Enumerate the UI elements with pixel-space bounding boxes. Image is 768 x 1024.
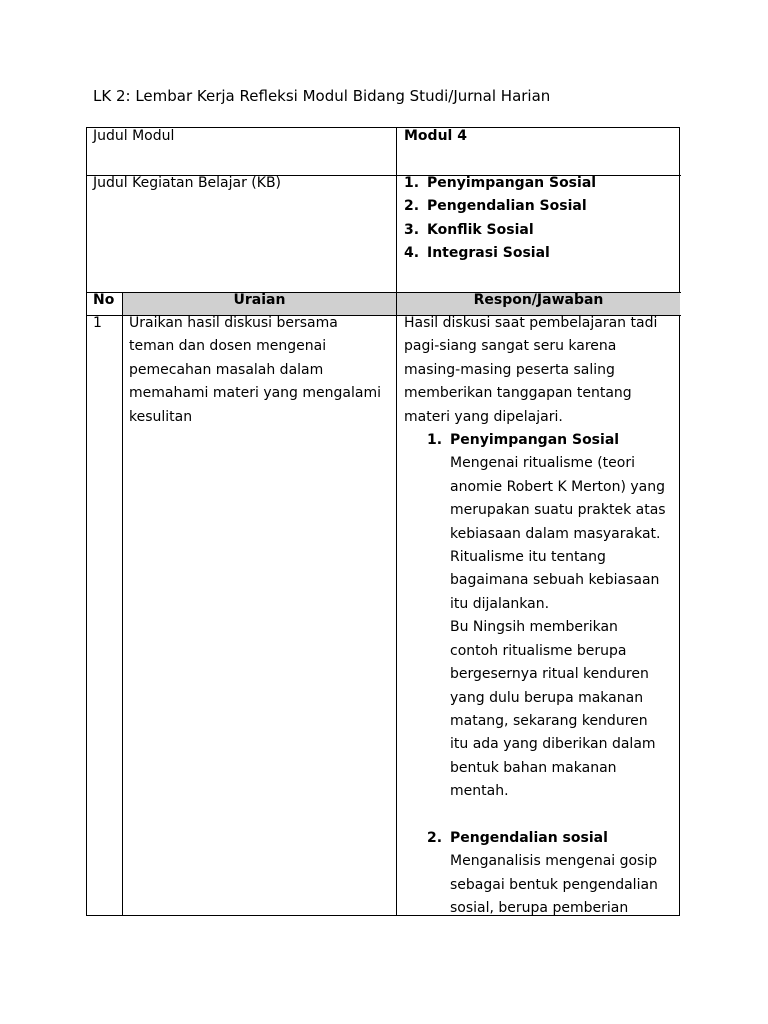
- text-line: sosial, berupa pemberian: [450, 900, 629, 917]
- text-line: itu dijalankan.: [450, 595, 550, 612]
- uraian-text: [129, 312, 393, 429]
- text-line: kesulitan: [129, 408, 193, 425]
- text-line: bagaimana sebuah kebiasaan: [450, 572, 660, 589]
- header-respon: Respon/Jawaban: [473, 292, 604, 308]
- text-line: kebiasaan dalam masyarakat.: [450, 525, 661, 542]
- kb-list-item: 3. Konflik Sosial: [404, 221, 534, 238]
- text-line: memberikan tanggapan tentang: [404, 385, 632, 402]
- text-line: masing-masing peserta saling: [404, 361, 615, 378]
- text-line: contoh ritualisme berupa: [450, 642, 627, 659]
- header-no: No: [93, 292, 115, 308]
- text-line: Mengenai ritualisme (teori: [450, 455, 635, 472]
- kb-list-item: 4. Integrasi Sosial: [404, 245, 550, 262]
- section-penyimpangan: [427, 429, 679, 804]
- text-line: sebagai bentuk pengendalian: [450, 876, 658, 893]
- text-line: memahami materi yang mengalami: [129, 385, 381, 402]
- reflection-table: [86, 127, 680, 916]
- judul-modul-value: Modul 4: [404, 128, 467, 144]
- text-line: pemecahan masalah dalam: [129, 361, 324, 378]
- text-line: Hasil diskusi saat pembelajaran tadi: [404, 315, 658, 331]
- text-line: Menganalisis mengenai gosip: [450, 853, 658, 870]
- section-heading: 2. Pengendalian sosial: [427, 829, 608, 846]
- text-line: Uraikan hasil diskusi bersama: [129, 315, 338, 331]
- kb-list-item: 1. Penyimpangan Sosial: [404, 175, 597, 191]
- text-line: bentuk bahan makanan: [450, 759, 617, 776]
- kb-list-item: 2. Pengendalian Sosial: [404, 198, 587, 215]
- judul-modul-label: Judul Modul: [93, 128, 175, 144]
- column-divider: [122, 292, 123, 916]
- text-line: bergesernya ritual kenduren: [450, 666, 649, 683]
- text-line: anomie Robert K Merton) yang: [450, 478, 666, 495]
- text-line: matang, sekarang kenduren: [450, 712, 648, 729]
- column-divider: [396, 128, 397, 916]
- text-line: itu ada yang diberikan dalam: [450, 736, 656, 753]
- text-line: Ritualisme itu tentang: [450, 549, 606, 566]
- text-line: pagi-siang sangat seru karena: [404, 338, 617, 355]
- text-line: teman dan dosen mengenai: [129, 338, 327, 355]
- text-line: yang dulu berupa makanan: [450, 689, 644, 706]
- section-pengendalian: [427, 827, 679, 921]
- text-line: materi yang dipelajari.: [404, 408, 563, 425]
- entry-no: 1: [93, 315, 102, 331]
- judul-kb-label: Judul Kegiatan Belajar (KB): [93, 175, 282, 191]
- respon-text: [404, 312, 679, 921]
- section-heading: 1. Penyimpangan Sosial: [427, 432, 620, 449]
- kb-list: [404, 172, 674, 266]
- header-uraian: Uraian: [233, 292, 286, 308]
- text-line: mentah.: [450, 783, 509, 800]
- page-title: LK 2: Lembar Kerja Refleksi Modul Bidang Studi/Jurnal Harian: [93, 87, 551, 105]
- text-line: merupakan suatu praktek atas: [450, 502, 666, 519]
- text-line: Bu Ningsih memberikan: [450, 619, 618, 636]
